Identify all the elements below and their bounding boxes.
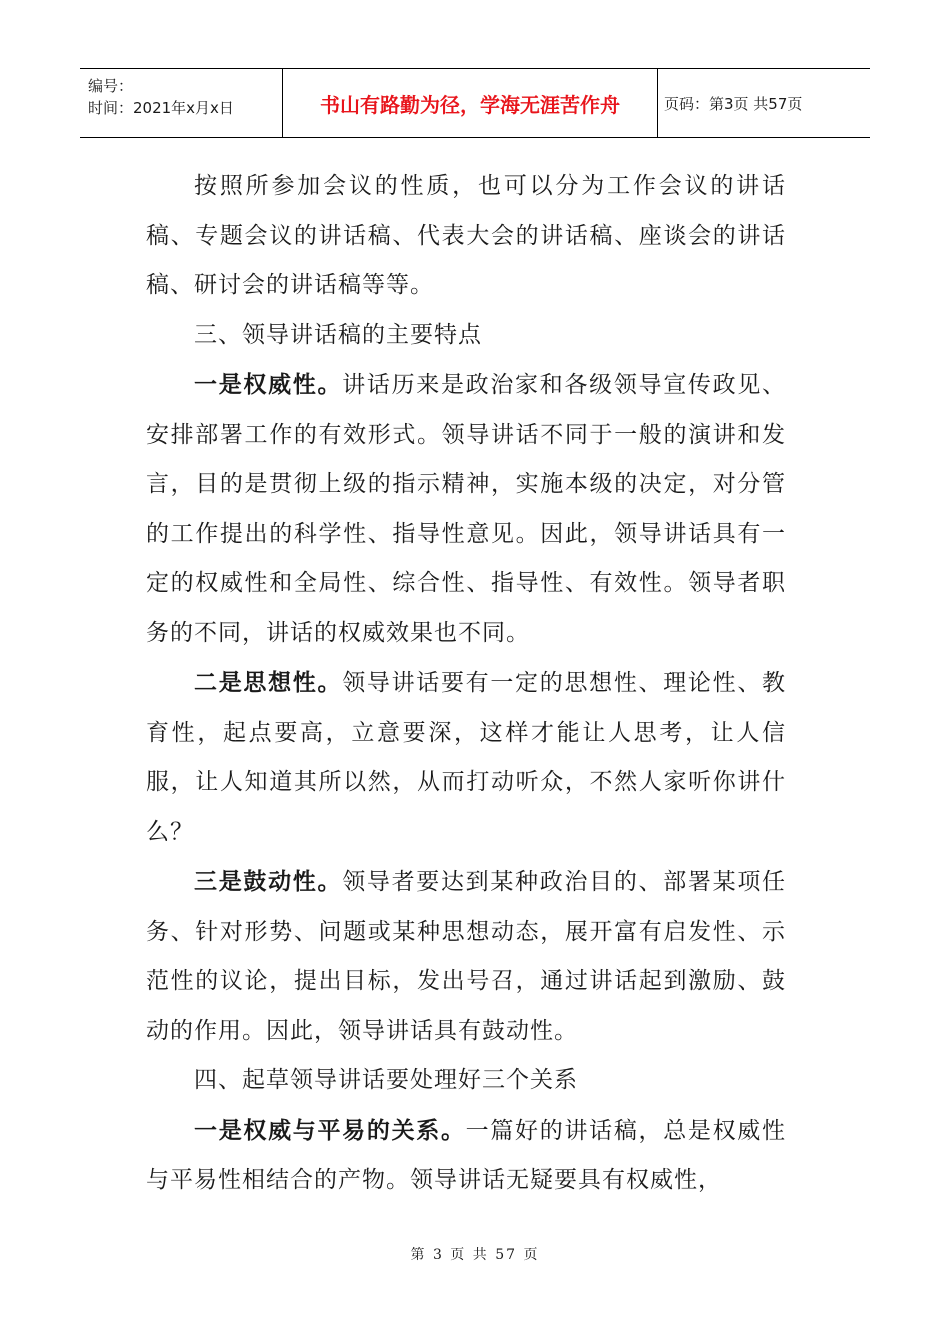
document-time-label: 时间：2021年x月x日 bbox=[88, 99, 234, 117]
paragraph-lead: 一是权威性。 bbox=[194, 371, 343, 398]
paragraph-lead: 二是思想性。 bbox=[194, 669, 343, 696]
paragraph bbox=[146, 1106, 786, 1206]
paragraph bbox=[146, 360, 786, 658]
paragraph bbox=[146, 857, 786, 1056]
paragraph-text: 一篇好的讲话稿，总是权威性与平易性相结合的产物。领导讲话无疑要具有权威性， bbox=[146, 1117, 787, 1193]
header-page-info: 页码：第3页 共57页 bbox=[664, 94, 803, 113]
header-meta bbox=[80, 69, 282, 137]
page-footer: 第 3 页 共 57 页 bbox=[410, 1247, 540, 1263]
paragraph: 按照所参加会议的性质，也可以分为工作会议的讲话稿、专题会议的讲话稿、代表大会的讲话稿、座谈会的讲话稿、研讨会的讲话稿等等。 bbox=[146, 173, 786, 298]
header-motto: 书山有路勤为径，学海无涯苦作舟 bbox=[282, 69, 658, 137]
paragraph-lead: 三是鼓动性。 bbox=[194, 868, 343, 895]
paragraph-text: 讲话历来是政治家和各级领导宣传政见、安排部署工作的有效形式。领导讲话不同于一般的演讲和发言，目的是贯彻上级的指示精神，实施本级的决定，对分管的工作提出的科学性、指导性意见。因此，领导讲话具有一定的权威性和全局性、综合性、指导性、有效性。领导者职务的不同，讲话的权威效果也不同。 bbox=[146, 372, 787, 646]
paragraph-text: 领导者要达到某种政治目的、部署某项任务、针对形势、问题或某种思想动态，展开富有启发性、示范性的议论，提出目标，发出号召，通过讲话起到激励、鼓动的作用。因此，领导讲话具有鼓动性。 bbox=[146, 869, 787, 1044]
paragraph bbox=[146, 658, 786, 857]
paragraph-text: 领导讲话要有一定的思想性、理论性、教育性，起点要高，立意要深，这样才能让人思考，让人信服，让人知道其所以然，从而打动听众，不然人家听你讲什么？ bbox=[146, 670, 787, 845]
page-header bbox=[80, 68, 870, 138]
section-heading: 四、起草领导讲话要处理好三个关系 bbox=[194, 1067, 578, 1093]
section-heading: 三、领导讲话稿的主要特点 bbox=[194, 321, 482, 348]
document-body bbox=[146, 162, 786, 1206]
document-number-label: 编号： bbox=[88, 77, 134, 95]
paragraph-lead: 一是权威与平易的关系。 bbox=[194, 1116, 466, 1144]
